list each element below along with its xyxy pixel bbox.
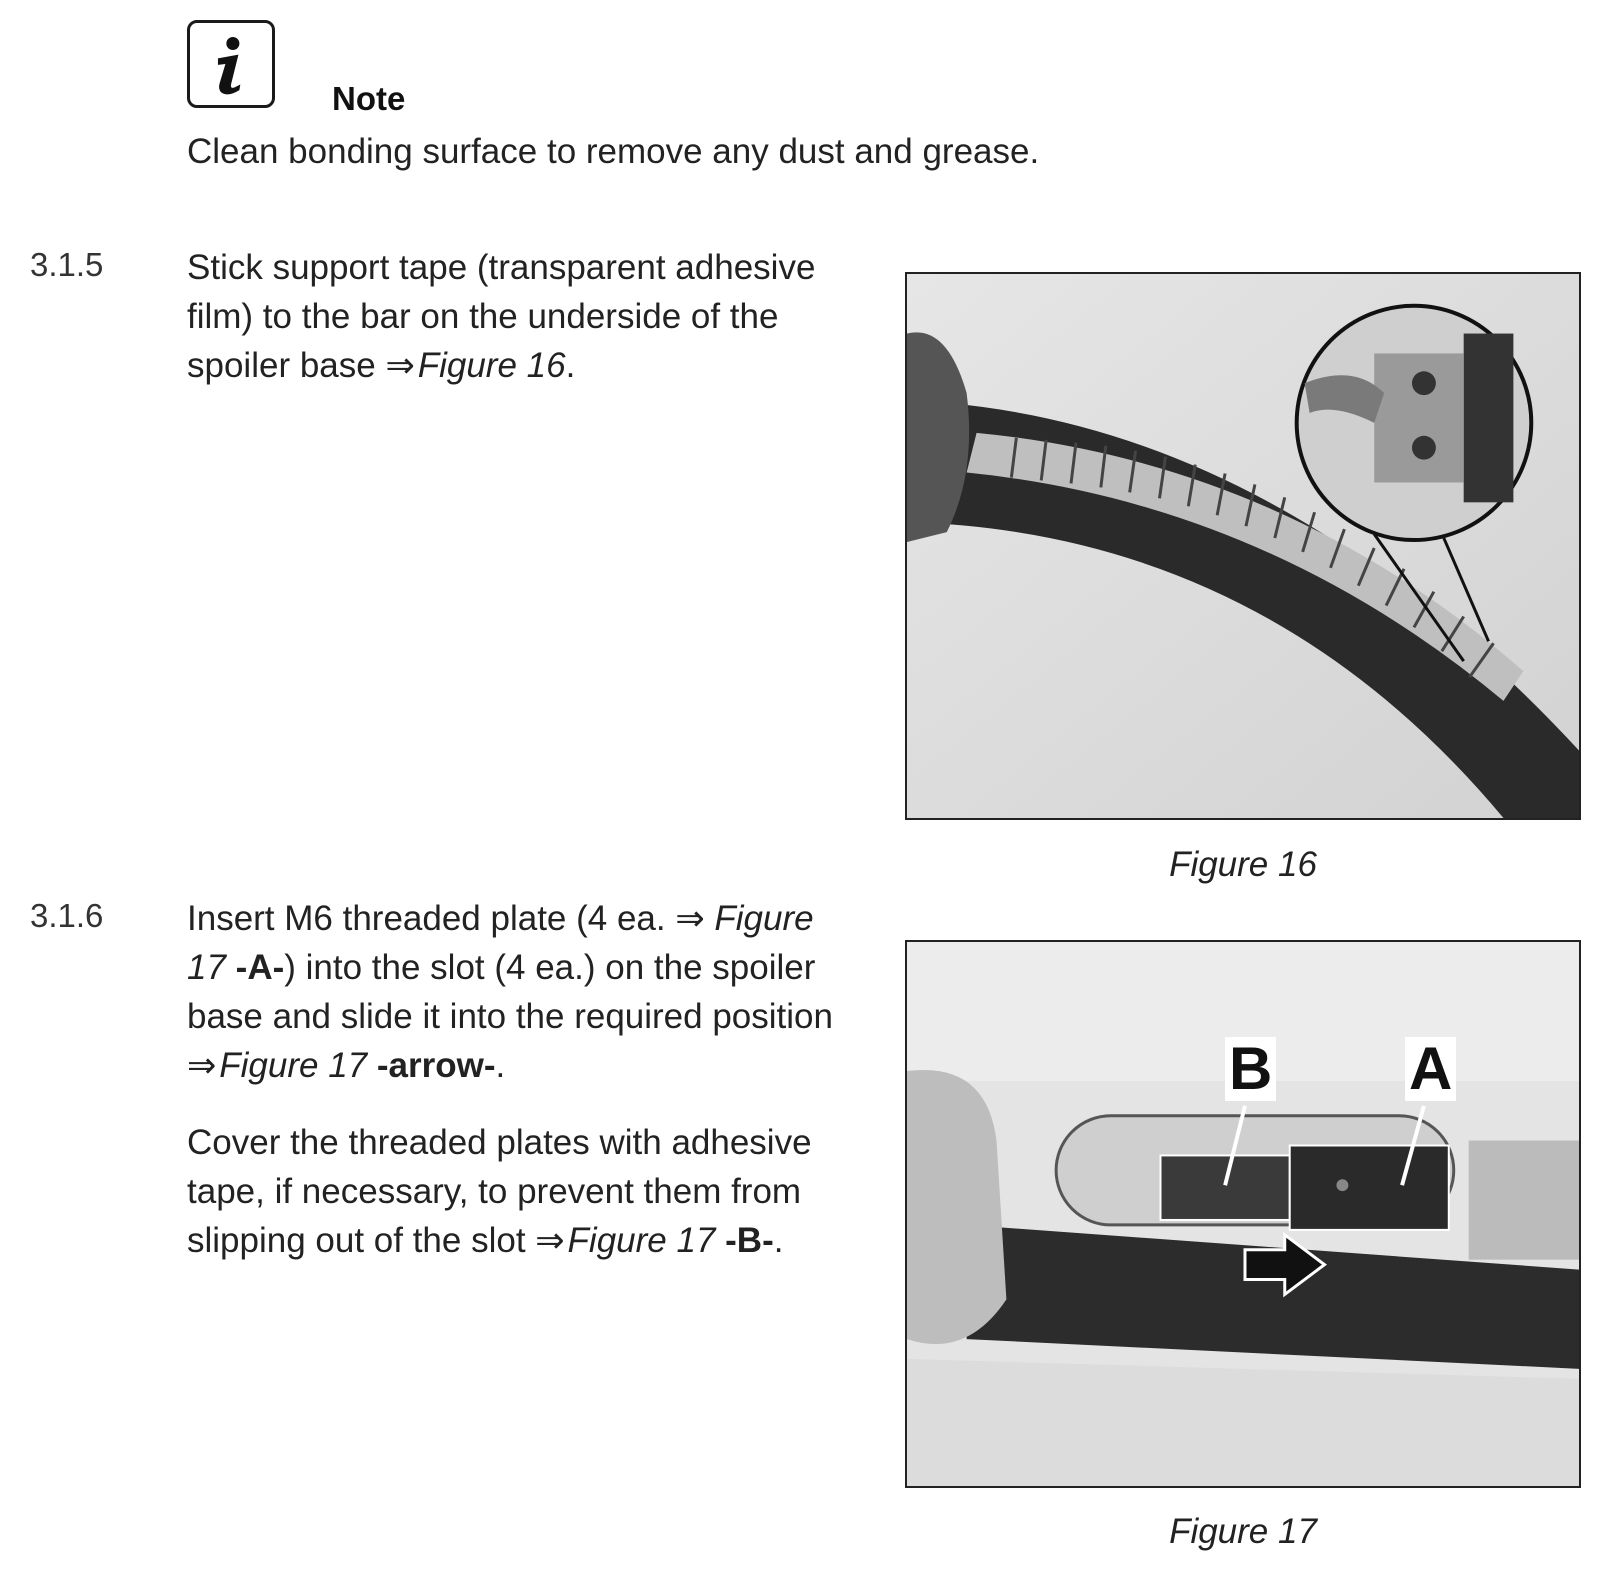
step-number: 3.1.5 — [30, 246, 104, 283]
figure-reference[interactable]: Figure 17 — [187, 899, 814, 987]
step-paragraph — [187, 1118, 847, 1265]
text-run: . — [773, 1221, 784, 1260]
arrow-icon: ⇒ — [187, 1046, 217, 1085]
item-label: -arrow- — [376, 1046, 496, 1085]
arrow-icon: ⇒ — [675, 899, 705, 938]
text-run: Stick support tape (transparent adhesive film) to the bar on the underside of the spoiler base — [187, 248, 816, 385]
note-title: Note — [332, 80, 406, 117]
figure-reference[interactable]: Figure 17 — [219, 1046, 368, 1085]
figure-16-image — [905, 272, 1581, 820]
info-icon — [187, 20, 275, 108]
step-text — [187, 243, 847, 418]
step-text — [187, 894, 847, 1293]
text-run: . — [495, 1046, 506, 1085]
item-label: -B- — [725, 1221, 774, 1260]
figure-label-b: B — [1225, 1037, 1276, 1101]
step-number: 3.1.6 — [30, 897, 104, 934]
step-paragraph — [187, 243, 847, 390]
step-paragraph — [187, 894, 847, 1090]
text-run: Insert M6 threaded plate (4 ea. — [187, 899, 676, 938]
text-run: ) into the slot (4 ea.) on the spoiler base and slide it into the required position — [187, 948, 833, 1036]
figure-label-a: A — [1405, 1037, 1456, 1101]
note-text: Clean bonding surface to remove any dust and grease. — [187, 132, 1040, 171]
text-run: . — [565, 346, 576, 385]
item-label: -A- — [235, 948, 285, 987]
arrow-icon: ⇒ — [535, 1221, 565, 1260]
figure-reference[interactable]: Figure 16 — [417, 346, 566, 385]
figure-17-caption: Figure 17 — [1169, 1512, 1317, 1551]
arrow-icon: ⇒ — [385, 346, 415, 385]
figure-17-image — [905, 940, 1581, 1488]
figure-16-caption: Figure 16 — [1169, 845, 1317, 884]
figure-reference[interactable]: Figure 17 — [567, 1221, 716, 1260]
text-run: Cover the threaded plates with adhesive tape, if necessary, to prevent them from slipping out of the slot — [187, 1123, 812, 1260]
